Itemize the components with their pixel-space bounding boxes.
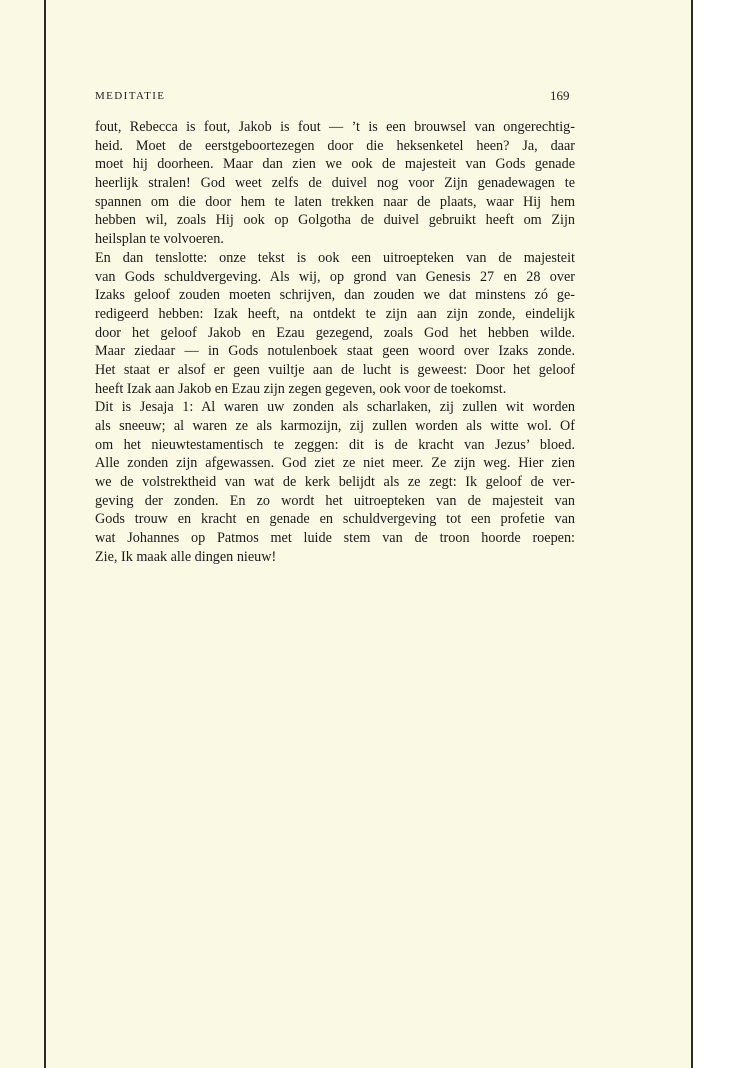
right-margin — [693, 0, 738, 1068]
page-number: 169 — [550, 88, 570, 103]
text-line: hebben wil, zoals Hij ook op Golgotha de duivel gebruikt heeft om Zijn — [95, 212, 575, 229]
text-line: heeft Izak aan Jakob en Ezau zijn zegen gegeven, ook voor de toekomst. — [95, 380, 507, 397]
text-line: Maar ziedaar — in Gods notulenboek staat geen woord over Izaks zonde. — [95, 343, 575, 360]
text-line: Dit is Jesaja 1: Al waren uw zonden als scharlaken, zij zullen wit worden — [95, 399, 575, 416]
text-line: Izaks geloof zouden moeten schrijven, dan zouden we dat minstens zó ge- — [95, 287, 575, 304]
text-line: heerlijk stralen! God weet zelfs de duivel nog voor Zijn genadewagen te — [95, 175, 575, 192]
text-line: fout, Rebecca is fout, Jakob is fout — ’t is een brouwsel van ongerechtig- — [95, 119, 575, 135]
text-line: Alle zonden zijn afgewassen. God ziet ze niet meer. Ze zijn weg. Hier zien — [95, 455, 575, 472]
text-line: En dan tenslotte: onze tekst is ook een uitroepteken van de majesteit — [95, 249, 575, 266]
text-line: redigeerd hebben: Izak heeft, na ontdekt te zijn aan zijn zonde, eindelijk — [95, 305, 575, 322]
body-text — [95, 118, 575, 567]
text-line: we de volstrektheid van wat de kerk belijdt als ze zegt: Ik geloof de ver- — [95, 474, 575, 491]
text-line: door het geloof Jakob en Ezau gezegend, zoals God het hebben wilde. — [95, 324, 575, 341]
text-line: heid. Moet de eerstgeboortezegen door die heksenketel heen? Ja, daar — [95, 137, 575, 154]
running-head: MEDITATIE — [95, 90, 166, 102]
text-line: Zie, Ik maak alle dingen nieuw! — [95, 548, 277, 565]
text-line: geving der zonden. En zo wordt het uitroepteken van de majesteit van — [95, 492, 575, 509]
text-line: van Gods schuldvergeving. Als wij, op grond van Genesis 27 en 28 over — [95, 268, 575, 285]
text-line: Het staat er alsof er geen vuiltje aan de lucht is geweest: Door het geloof — [95, 361, 575, 378]
text-line: om het nieuwtestamentisch te zeggen: dit is de kracht van Jezus’ bloed. — [95, 436, 575, 453]
text-line: moet hij doorheen. Maar dan zien we ook de majesteit van Gods genade — [95, 156, 575, 173]
left-scan-border — [44, 0, 46, 1068]
text-line: spannen om die door hem te laten trekken naar de plaats, waar Hij hem — [95, 193, 575, 210]
text-line: Gods trouw en kracht en genade en schuldvergeving tot een profetie van — [95, 511, 575, 528]
text-line: als sneeuw; al waren ze als karmozijn, zij zullen worden als witte wol. Of — [95, 418, 575, 434]
text-line: heilsplan te volvoeren. — [95, 231, 224, 248]
text-line: wat Johannes op Patmos met luide stem van de troon hoorde roepen: — [95, 530, 575, 547]
